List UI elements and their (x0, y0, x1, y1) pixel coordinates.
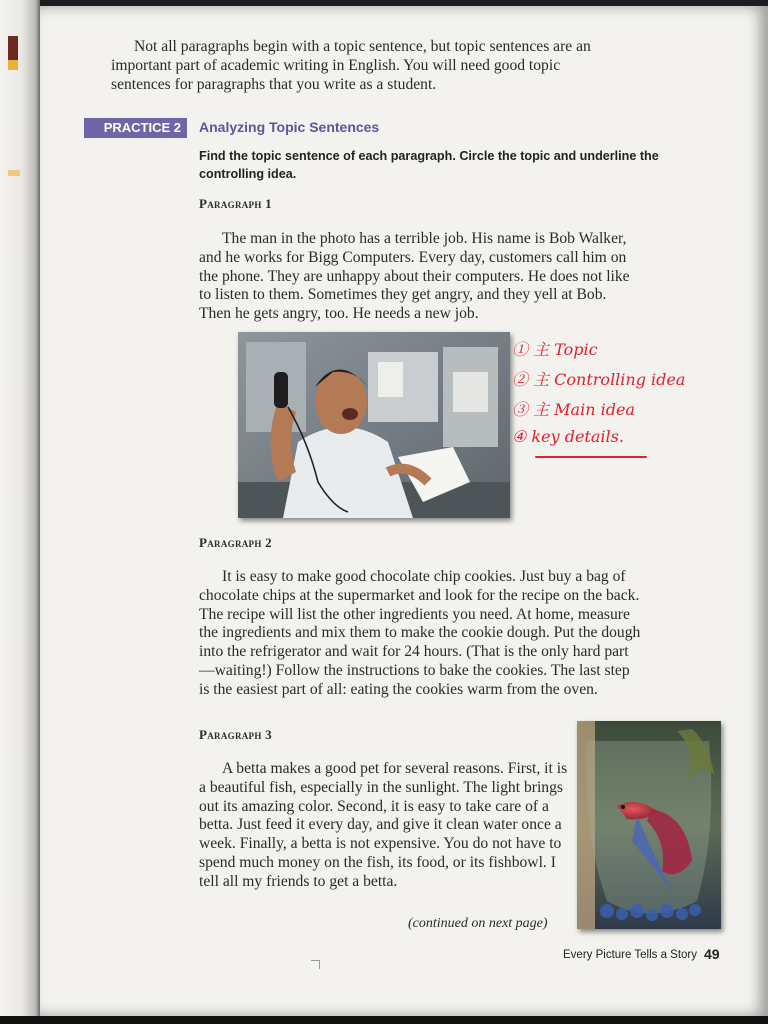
paragraph-2-heading: Paragraph 2 (199, 535, 272, 550)
practice-instruction: Find the topic sentence of each paragraph. Circle the topic and underline the controlling idea. (199, 149, 659, 181)
page-marker (8, 170, 20, 176)
paragraph-3-text: A betta makes a good pet for several reasons. First, it is a beautiful fish, especially in the sunlight. The light brings out its amazing color. Second, it is easy to take care of a betta. Just feed it every day, and give it clean water once a week. Finally, a betta is not expensive. You do not have to spend much money on the fish, its food, or its fishbowl. I tell all my friends to get a betta. (199, 760, 568, 890)
note-main-idea: ③ 主 Main idea (512, 400, 635, 419)
continued-note: (continued on next page) (408, 916, 548, 931)
paragraph-1-heading: Paragraph 1 (199, 196, 272, 211)
corner-mark (311, 960, 320, 969)
paragraph-2-text: It is easy to make good chocolate chip cookies. Just buy a bag of chocolate chips at the supermarket and look for the recipe on the back. The recipe will list the other ingredients you need. At home, measure the ingredients and mix them to make the cookie dough. Put the dough into the refrigerator and wait for 24 hours. (That is the only hard part—waiting!) Follow the instructions to bake the cookies. The last step is the easiest part of all: eating the cookies warm from the oven. (199, 568, 641, 698)
paragraph-3-heading: Paragraph 3 (199, 727, 272, 742)
handwritten-notes (512, 333, 686, 468)
note-controlling-idea: ② 主 Controlling idea (512, 370, 686, 389)
practice-title: Analyzing Topic Sentences (199, 119, 380, 135)
running-footer: Every Picture Tells a Story (563, 949, 698, 961)
note-underline (535, 456, 647, 458)
book-spine (0, 0, 40, 1024)
chapter-tab-accent (8, 60, 18, 70)
note-key-details: ④ key details. (512, 427, 624, 446)
page-bottom-edge (0, 1016, 768, 1024)
note-topic: ① 主 Topic (512, 340, 598, 359)
office-worker-photo (238, 332, 510, 518)
practice-badge: PRACTICE 2 (84, 118, 187, 138)
chapter-tab (8, 36, 18, 60)
intro-paragraph: Not all paragraphs begin with a topic sentence, but topic sentences are an important part of academic writing in English. You will need good topic sentences for paragraphs that you write as a student. (111, 38, 591, 93)
page-number: 49 (704, 946, 720, 962)
betta-fish-photo (577, 721, 721, 929)
paragraph-1-text: The man in the photo has a terrible job. His name is Bob Walker, and he works for Bigg Computers. Every day, customers call him on the phone. They are unhappy about their computers. He does not like to listen to them. Sometimes they get angry, and they yell at Bob. Then he gets angry, too. He needs a new job. (199, 230, 630, 323)
